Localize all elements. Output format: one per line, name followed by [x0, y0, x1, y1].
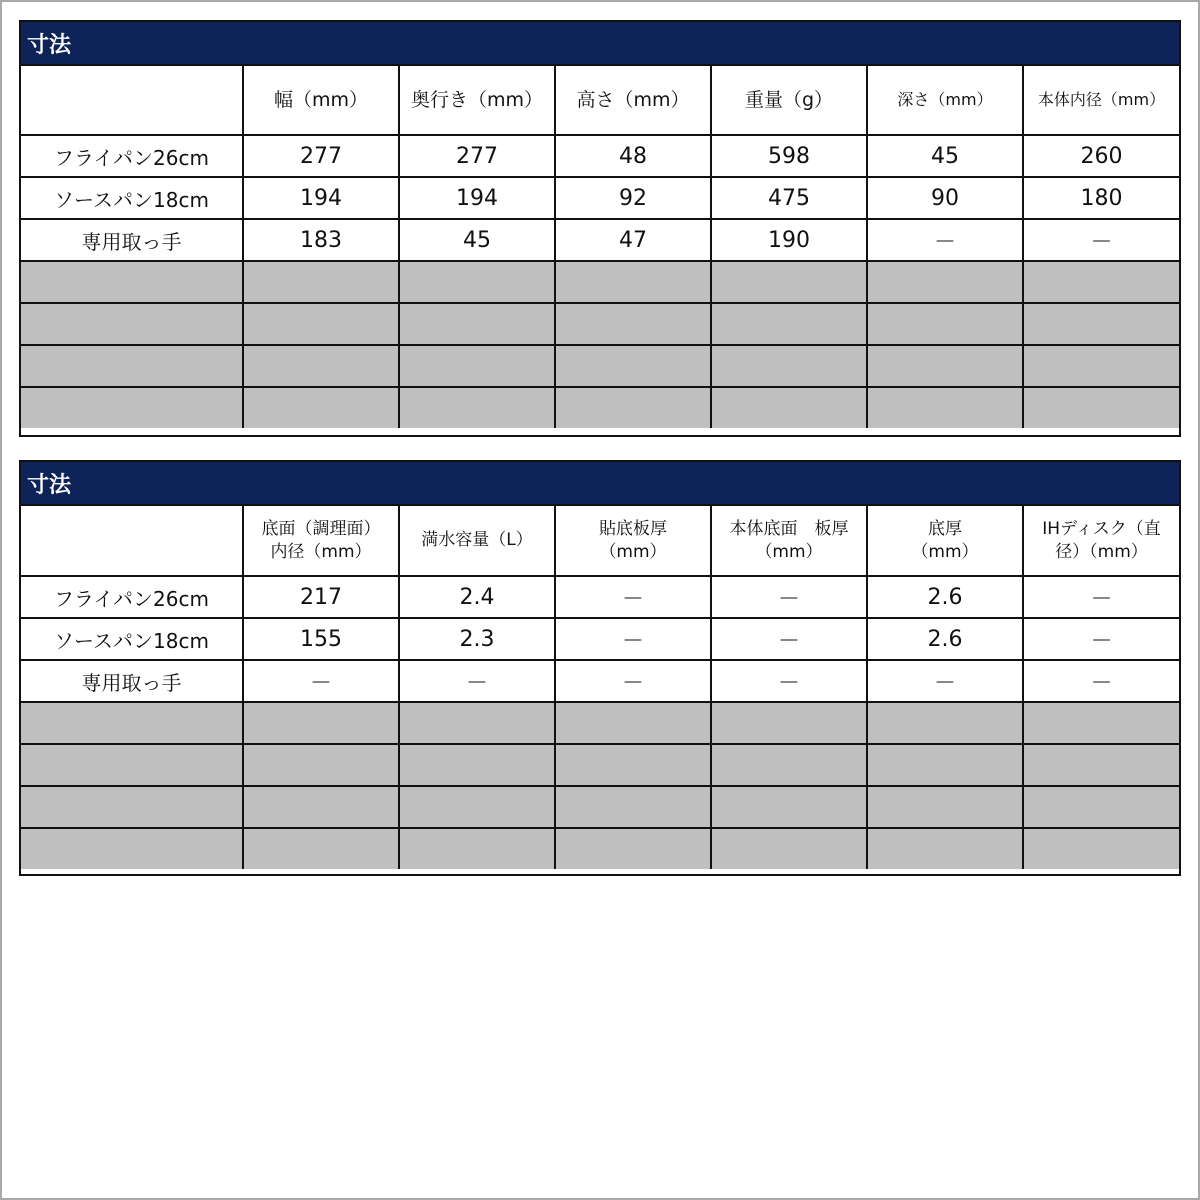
cell: 194 [243, 177, 399, 219]
cell: 2.6 [867, 618, 1023, 660]
cell: 155 [243, 618, 399, 660]
header-cell-body-bottom-thickness [711, 506, 867, 576]
cell: 48 [555, 135, 711, 177]
empty-row [21, 303, 1179, 345]
cell: 277 [399, 135, 555, 177]
table-row [21, 177, 1179, 219]
spec-table [21, 66, 1179, 428]
cell: 190 [711, 219, 867, 261]
header-line: 貼底板厚 [599, 519, 667, 540]
cell: 217 [243, 576, 399, 618]
header-cell-bottom-thickness [867, 506, 1023, 576]
cell: － [711, 660, 867, 702]
cell: － [711, 618, 867, 660]
table-row [21, 660, 1179, 702]
cell: 90 [867, 177, 1023, 219]
header-cell-ih-disc-diameter [1023, 506, 1179, 576]
header-line: 底面（調理面） [261, 519, 381, 540]
header-cell-depth: 奥行き（mm） [399, 66, 555, 135]
dimensions-table-1 [19, 20, 1181, 437]
header-cell-bottom-inner-diameter [243, 506, 399, 576]
header-cell-height: 高さ（mm） [555, 66, 711, 135]
cell: 277 [243, 135, 399, 177]
cell: － [1023, 219, 1179, 261]
row-label: ソースパン18cm [21, 177, 243, 219]
header-line: （mm） [911, 541, 979, 562]
cell: － [1023, 618, 1179, 660]
row-label: ソースパン18cm [21, 618, 243, 660]
empty-row [21, 786, 1179, 828]
cell: － [555, 660, 711, 702]
header-line: （mm） [755, 541, 823, 562]
cell: 475 [711, 177, 867, 219]
row-label: フライパン26cm [21, 576, 243, 618]
empty-row [21, 744, 1179, 786]
table-title: 寸法 [21, 462, 1179, 506]
empty-row [21, 828, 1179, 869]
spec-table [21, 506, 1179, 869]
header-cell-bonded-plate-thickness [555, 506, 711, 576]
header-cell-capacity [399, 506, 555, 576]
header-line: IHディスク（直 [1042, 519, 1161, 540]
cell: 194 [399, 177, 555, 219]
empty-row [21, 345, 1179, 387]
cell: 92 [555, 177, 711, 219]
cell: － [399, 660, 555, 702]
empty-row [21, 387, 1179, 428]
header-line: 底厚 [928, 519, 962, 540]
cell: － [867, 219, 1023, 261]
cell: － [555, 576, 711, 618]
cell: － [711, 576, 867, 618]
header-row [21, 66, 1179, 135]
header-cell-deepness: 深さ（mm） [867, 66, 1023, 135]
empty-row [21, 702, 1179, 744]
cell: － [867, 660, 1023, 702]
table-title: 寸法 [21, 22, 1179, 66]
header-cell-weight: 重量（g） [711, 66, 867, 135]
header-line: 径）（mm） [1055, 541, 1148, 562]
row-label: 専用取っ手 [21, 660, 243, 702]
empty-row [21, 261, 1179, 303]
header-row [21, 506, 1179, 576]
row-label: フライパン26cm [21, 135, 243, 177]
header-cell-corner [21, 506, 243, 576]
table-row [21, 618, 1179, 660]
header-line: 満水容量（L） [421, 530, 533, 551]
cell: 45 [867, 135, 1023, 177]
cell: － [1023, 660, 1179, 702]
header-line: 本体底面 板厚 [729, 519, 849, 540]
cell: 2.6 [867, 576, 1023, 618]
dimensions-table-2 [19, 460, 1181, 876]
cell: 2.4 [399, 576, 555, 618]
cell: － [555, 618, 711, 660]
cell: 47 [555, 219, 711, 261]
cell: 598 [711, 135, 867, 177]
header-cell-corner [21, 66, 243, 135]
cell: 2.3 [399, 618, 555, 660]
header-line: （mm） [599, 541, 667, 562]
table-row [21, 219, 1179, 261]
cell: 45 [399, 219, 555, 261]
table-row [21, 135, 1179, 177]
cell: － [243, 660, 399, 702]
row-label: 専用取っ手 [21, 219, 243, 261]
header-cell-inner-diameter: 本体内径（mm） [1023, 66, 1179, 135]
header-line: 内径（mm） [270, 541, 372, 562]
cell: － [1023, 576, 1179, 618]
header-cell-width: 幅（mm） [243, 66, 399, 135]
cell: 260 [1023, 135, 1179, 177]
cell: 180 [1023, 177, 1179, 219]
cell: 183 [243, 219, 399, 261]
table-row [21, 576, 1179, 618]
